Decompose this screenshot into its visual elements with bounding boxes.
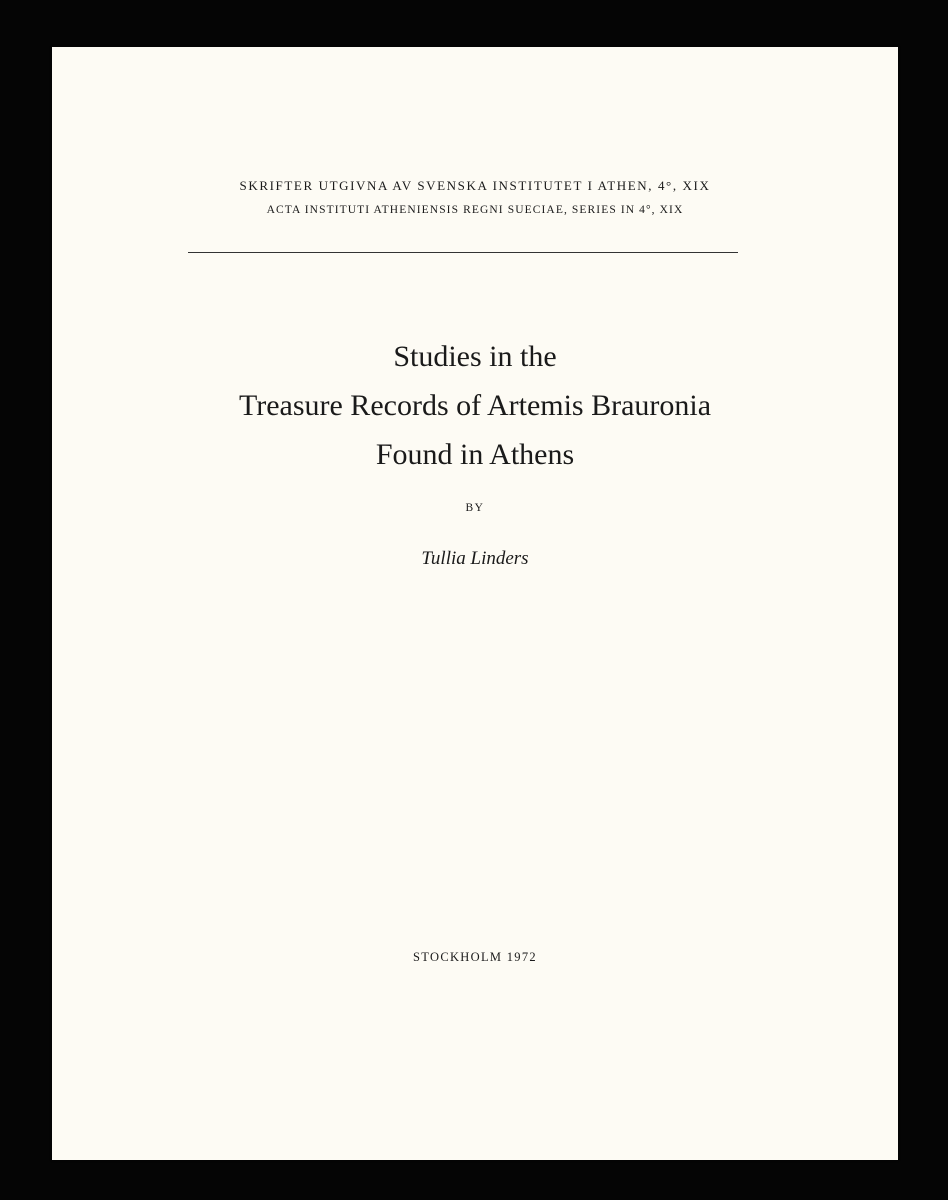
book-title-line-2: Treasure Records of Artemis Brauronia: [238, 389, 712, 422]
byline: BY: [465, 502, 485, 514]
book-cover-page: [52, 47, 898, 1160]
horizontal-rule: [188, 252, 738, 253]
author-name: Tullia Linders: [421, 548, 529, 569]
publication-imprint: STOCKHOLM 1972: [413, 950, 537, 964]
series-title-swedish: SKRIFTER UTGIVNA AV SVENSKA INSTITUTET I ATHEN, 4°, XIX: [239, 178, 711, 193]
book-title-line-3: Found in Athens: [375, 438, 575, 471]
book-title: [52, 332, 898, 479]
book-title-line-1: Studies in the: [393, 340, 557, 373]
series-title-latin: ACTA INSTITUTI ATHENIENSIS REGNI SUECIAE, SERIES IN 4°, XIX: [266, 204, 684, 216]
